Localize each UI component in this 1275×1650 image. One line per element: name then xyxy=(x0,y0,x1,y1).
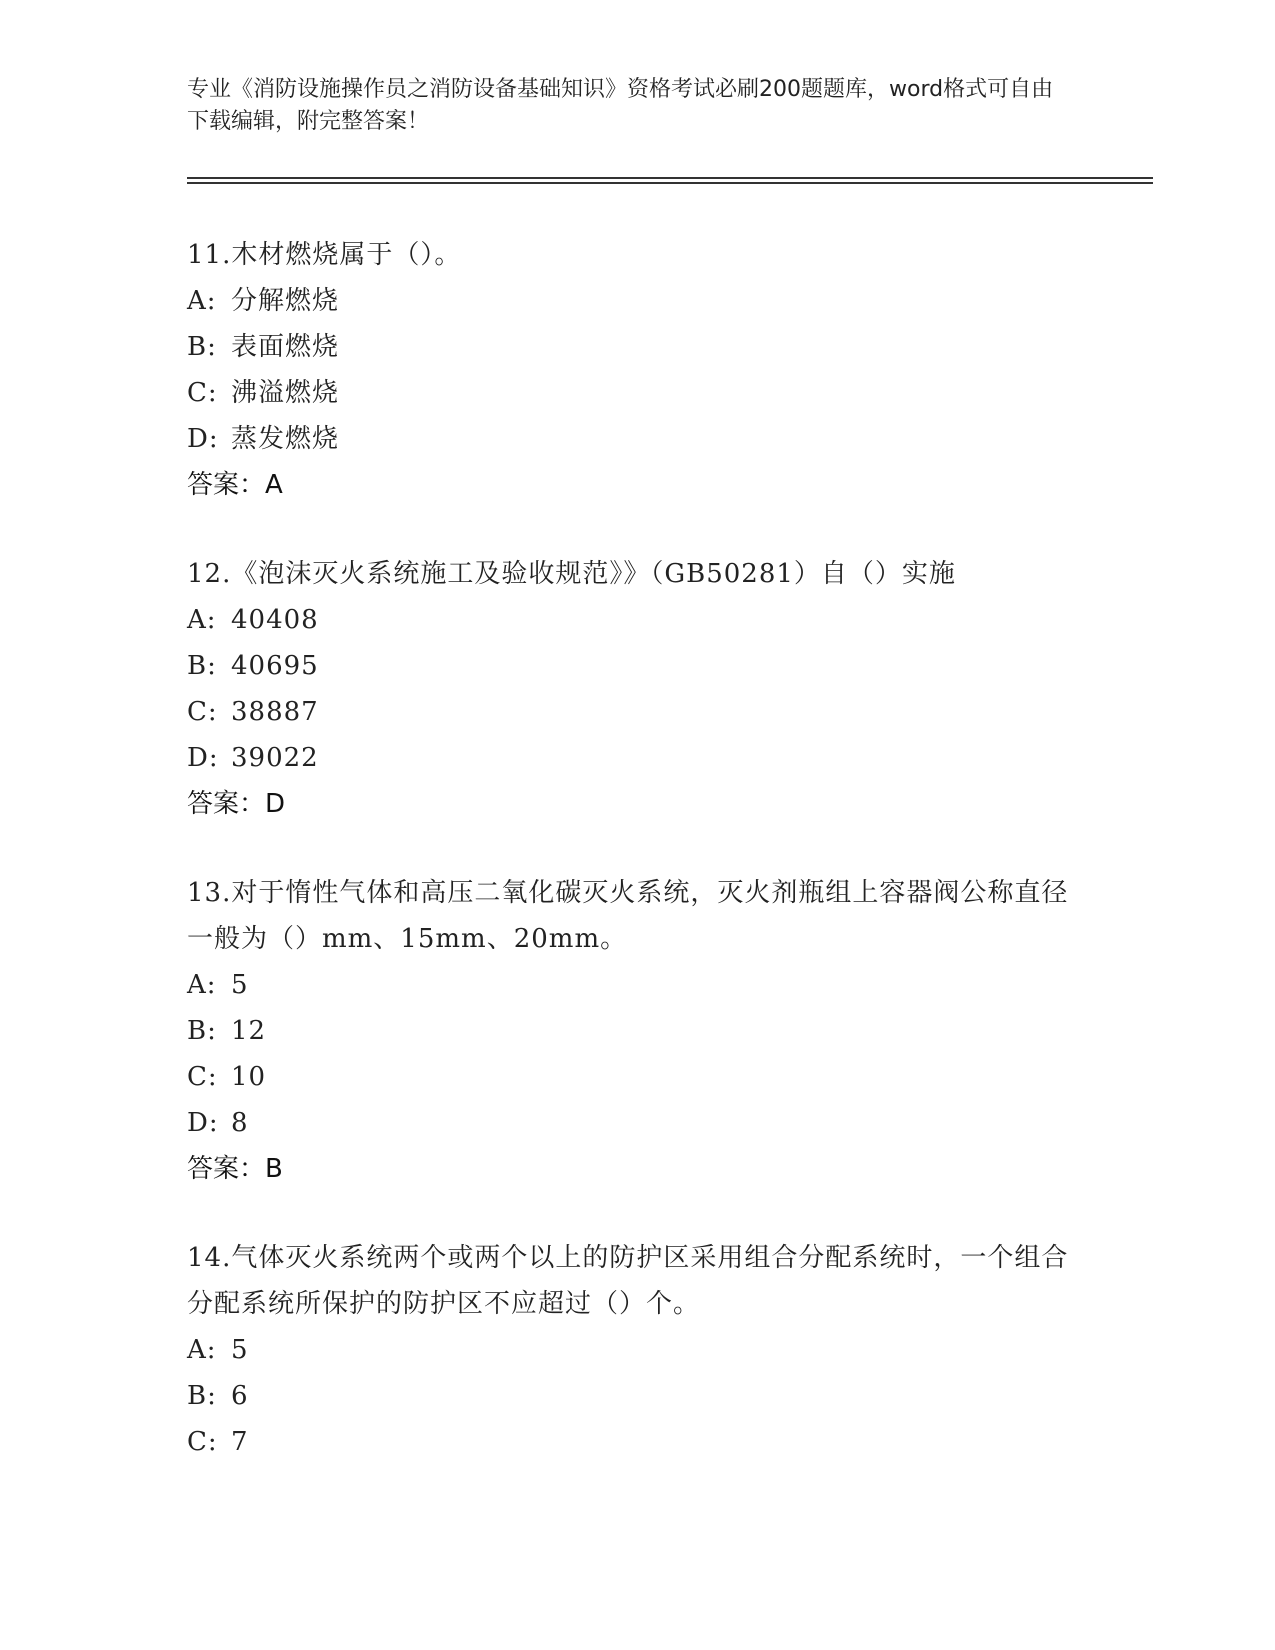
option-c xyxy=(187,1419,1087,1465)
option-letter: C: xyxy=(187,697,218,727)
option-text: 8 xyxy=(231,1108,249,1138)
option-text: 7 xyxy=(231,1427,249,1457)
option-letter: C: xyxy=(187,1062,218,1092)
question-13 xyxy=(187,870,1087,1192)
option-a xyxy=(187,1327,1087,1373)
option-text: 沸溢燃烧 xyxy=(231,378,340,408)
option-letter: C: xyxy=(187,378,218,408)
question-11 xyxy=(187,232,1087,508)
option-b xyxy=(187,1373,1087,1419)
option-b xyxy=(187,324,1087,370)
option-letter: B: xyxy=(187,1381,217,1411)
option-text: 12 xyxy=(231,1016,267,1046)
option-text: 40695 xyxy=(231,651,319,681)
option-letter: A: xyxy=(187,1335,217,1365)
question-text: 11.木材燃烧属于（）。 xyxy=(187,240,462,270)
header-divider-top xyxy=(187,177,1153,179)
option-text: 5 xyxy=(231,1335,249,1365)
option-d xyxy=(187,735,1087,781)
option-a xyxy=(187,962,1087,1008)
option-letter: B: xyxy=(187,651,217,681)
option-text: 38887 xyxy=(231,697,319,727)
option-c xyxy=(187,689,1087,735)
option-letter: B: xyxy=(187,1016,217,1046)
answer-line: 答案：A xyxy=(187,470,283,500)
option-letter: D: xyxy=(187,743,219,773)
option-letter: C: xyxy=(187,1427,218,1457)
option-text: 表面燃烧 xyxy=(231,332,340,362)
option-b xyxy=(187,1008,1087,1054)
option-b xyxy=(187,643,1087,689)
question-text: 14.气体灭火系统两个或两个以上的防护区采用组合分配系统时，一个组合分配系统所保护的防护区不应超过（）个。 xyxy=(187,1243,1069,1319)
option-d xyxy=(187,416,1087,462)
option-d xyxy=(187,1100,1087,1146)
option-c xyxy=(187,370,1087,416)
option-a xyxy=(187,597,1087,643)
answer-line: 答案：D xyxy=(187,789,286,819)
option-text: 蒸发燃烧 xyxy=(231,424,340,454)
question-text: 13.对于惰性气体和高压二氧化碳灭火系统，灭火剂瓶组上容器阀公称直径一般为（）mm、15mm、20mm。 xyxy=(187,878,1069,954)
question-list xyxy=(187,232,1087,1508)
option-text: 分解燃烧 xyxy=(231,286,340,316)
question-12 xyxy=(187,551,1087,827)
document-header: 专业《消防设施操作员之消防设备基础知识》资格考试必刷200题题库，word格式可自由下载编辑，附完整答案！ xyxy=(187,77,1054,134)
option-letter: D: xyxy=(187,1108,219,1138)
header-divider-bottom xyxy=(187,182,1153,184)
question-text: 12.《泡沫灭火系统施工及验收规范》》（GB50281）自（）实施 xyxy=(187,559,956,589)
question-14 xyxy=(187,1235,1087,1465)
option-letter: A: xyxy=(187,970,217,1000)
option-a xyxy=(187,278,1087,324)
option-letter: A: xyxy=(187,286,217,316)
answer-line: 答案：B xyxy=(187,1154,283,1184)
option-text: 6 xyxy=(231,1381,249,1411)
option-c xyxy=(187,1054,1087,1100)
option-letter: B: xyxy=(187,332,217,362)
option-text: 40408 xyxy=(231,605,319,635)
option-text: 39022 xyxy=(231,743,319,773)
option-letter: D: xyxy=(187,424,219,454)
option-text: 10 xyxy=(231,1062,267,1092)
option-letter: A: xyxy=(187,605,217,635)
option-text: 5 xyxy=(231,970,249,1000)
